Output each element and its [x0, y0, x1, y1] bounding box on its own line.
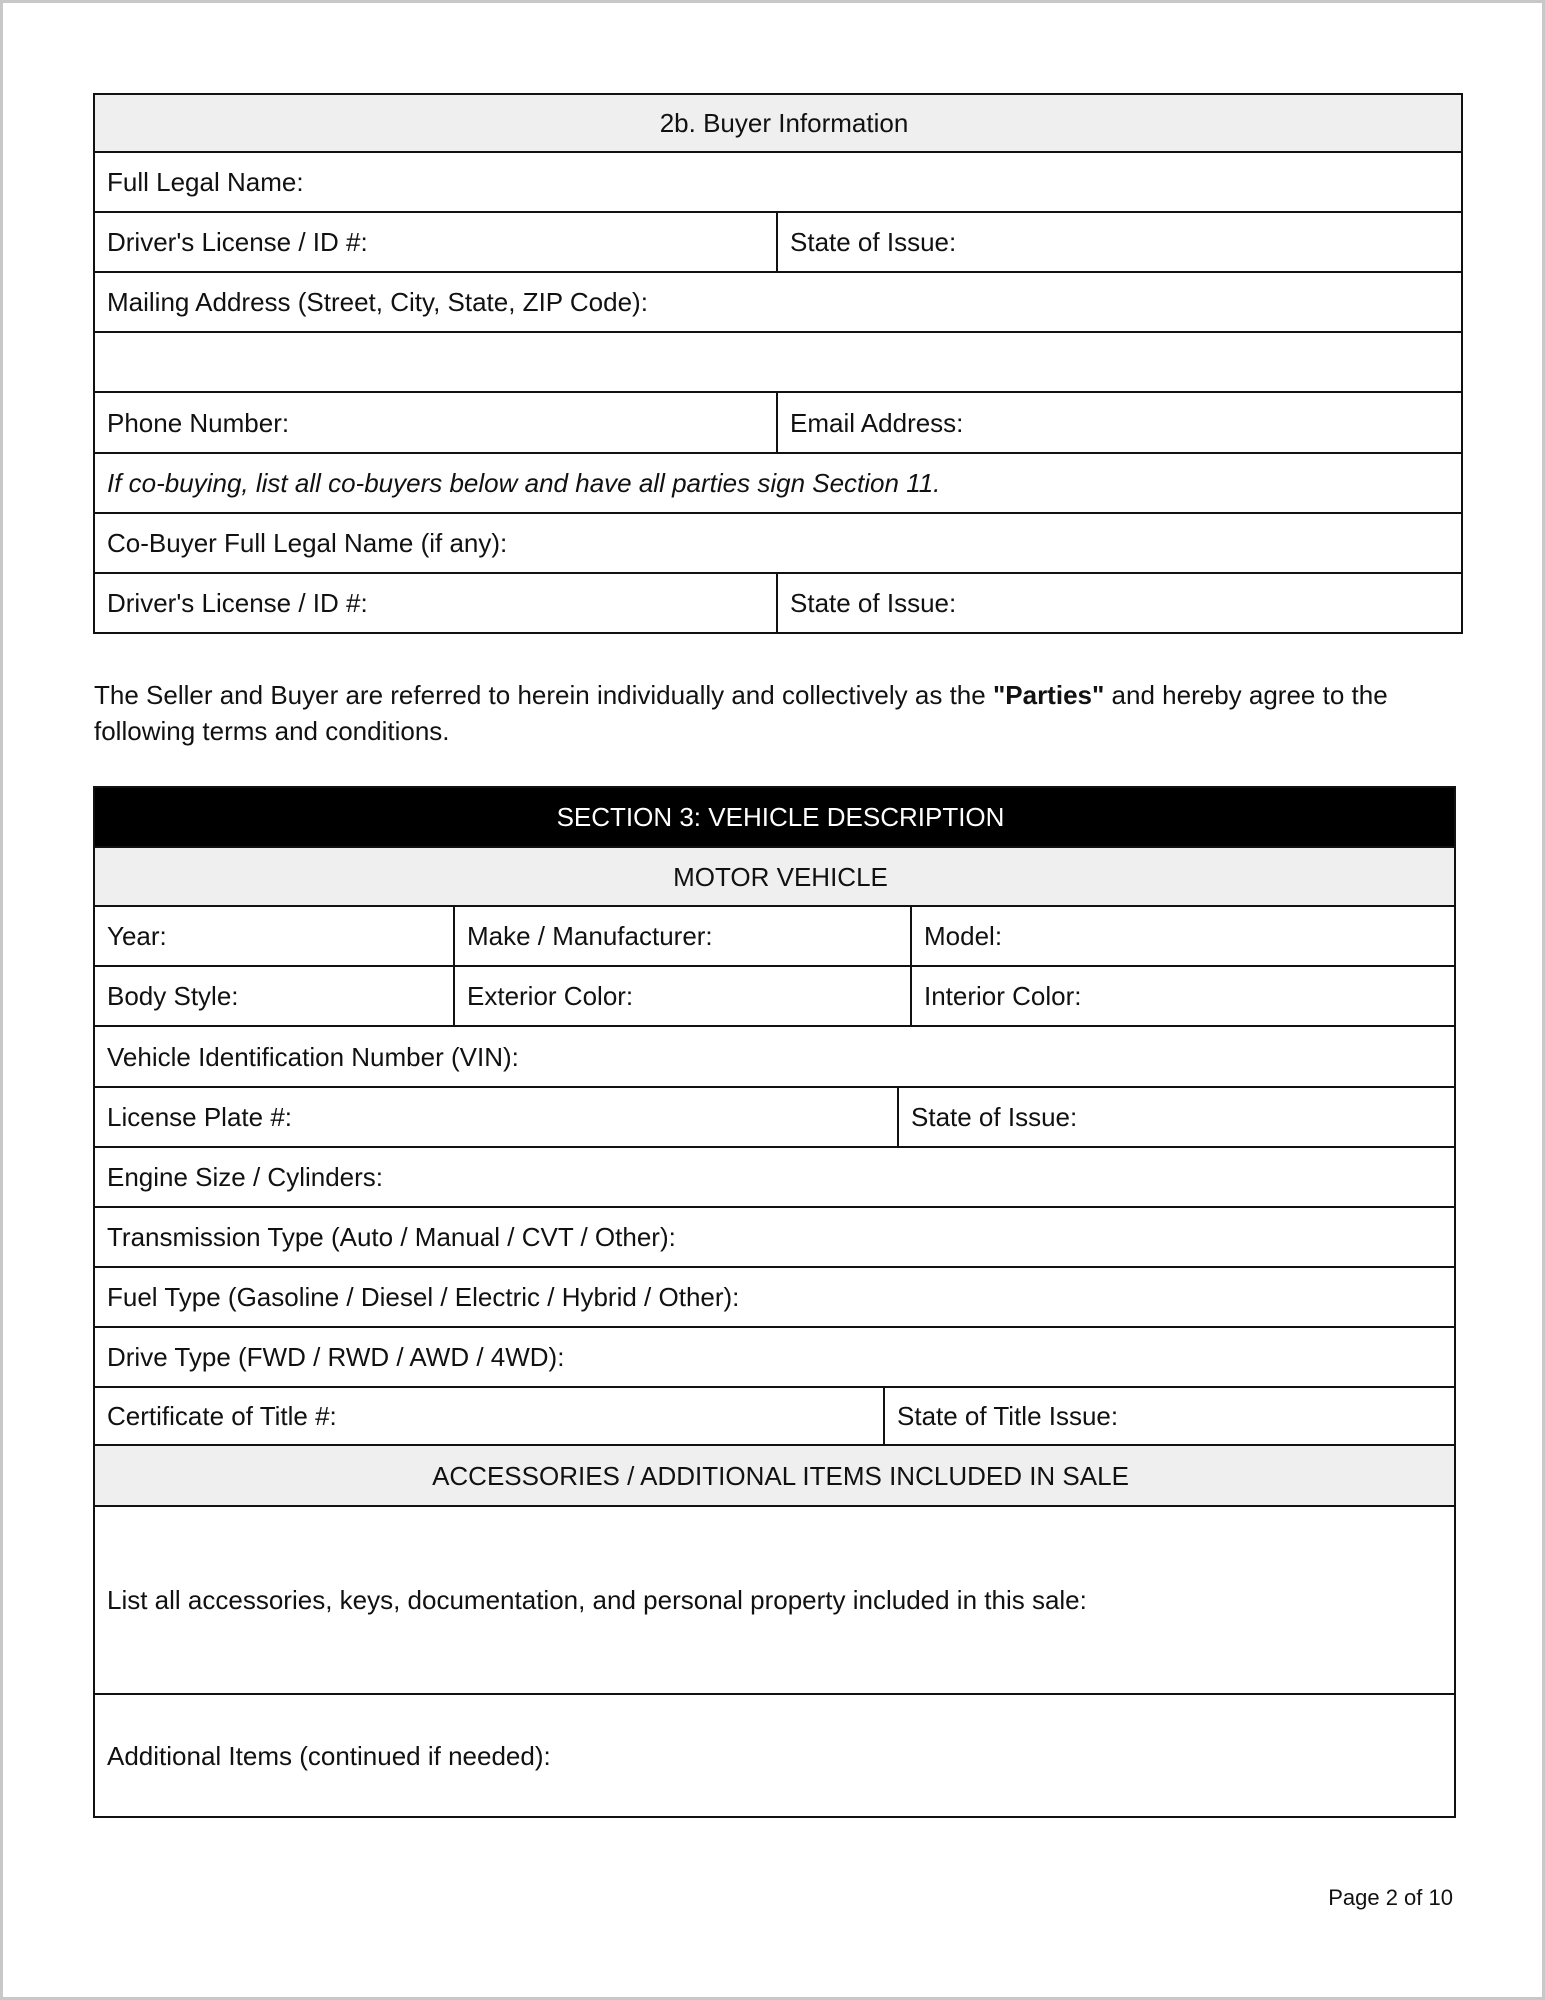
- buyer-address-field[interactable]: Mailing Address (Street, City, State, ZIP Code):: [94, 272, 1462, 332]
- cobuyer-license-field[interactable]: Driver's License / ID #:: [94, 573, 777, 633]
- buyer-state-field[interactable]: State of Issue:: [777, 212, 1462, 272]
- drive-type-field[interactable]: Drive Type (FWD / RWD / AWD / 4WD):: [94, 1327, 1455, 1387]
- accessories-header: ACCESSORIES / ADDITIONAL ITEMS INCLUDED IN SALE: [94, 1445, 1455, 1506]
- title-state-field[interactable]: State of Title Issue:: [884, 1387, 1455, 1445]
- buyer-information-header: 2b. Buyer Information: [94, 94, 1462, 152]
- vehicle-description-table: [93, 786, 1456, 1818]
- cobuyer-state-field[interactable]: State of Issue:: [777, 573, 1462, 633]
- buyer-full-name-field[interactable]: Full Legal Name:: [94, 152, 1462, 212]
- title-number-field[interactable]: Certificate of Title #:: [94, 1387, 884, 1445]
- buyer-information-table: [93, 93, 1463, 634]
- buyer-address-line-2-field[interactable]: [94, 332, 1462, 392]
- interior-color-field[interactable]: Interior Color:: [911, 966, 1455, 1026]
- model-field[interactable]: Model:: [911, 906, 1455, 966]
- parties-text-after: and hereby agree to the following terms and conditions.: [94, 680, 1388, 746]
- parties-text-before: The Seller and Buyer are referred to herein individually and collectively as the: [94, 680, 993, 710]
- body-style-field[interactable]: Body Style:: [94, 966, 454, 1026]
- parties-paragraph: [94, 677, 1474, 749]
- buyer-license-field[interactable]: Driver's License / ID #:: [94, 212, 777, 272]
- fuel-type-field[interactable]: Fuel Type (Gasoline / Diesel / Electric / Hybrid / Other):: [94, 1267, 1455, 1327]
- transmission-field[interactable]: Transmission Type (Auto / Manual / CVT / Other):: [94, 1207, 1455, 1267]
- buyer-email-field[interactable]: Email Address:: [777, 392, 1462, 453]
- page-number: Page 2 of 10: [1328, 1885, 1453, 1910]
- plate-state-field[interactable]: State of Issue:: [898, 1087, 1455, 1147]
- cobuyer-note: If co-buying, list all co-buyers below and have all parties sign Section 11.: [94, 453, 1462, 513]
- license-plate-field[interactable]: License Plate #:: [94, 1087, 898, 1147]
- section-3-header: SECTION 3: VEHICLE DESCRIPTION: [94, 787, 1455, 847]
- year-field[interactable]: Year:: [94, 906, 454, 966]
- engine-field[interactable]: Engine Size / Cylinders:: [94, 1147, 1455, 1207]
- make-field[interactable]: Make / Manufacturer:: [454, 906, 911, 966]
- exterior-color-field[interactable]: Exterior Color:: [454, 966, 911, 1026]
- buyer-phone-field[interactable]: Phone Number:: [94, 392, 777, 453]
- motor-vehicle-subheader: MOTOR VEHICLE: [94, 847, 1455, 906]
- cobuyer-name-field[interactable]: Co-Buyer Full Legal Name (if any):: [94, 513, 1462, 573]
- additional-items-field[interactable]: Additional Items (continued if needed):: [94, 1694, 1455, 1817]
- parties-term: "Parties": [992, 680, 1105, 710]
- accessories-list-field[interactable]: List all accessories, keys, documentation, and personal property included in this sale:: [94, 1506, 1455, 1694]
- vin-field[interactable]: Vehicle Identification Number (VIN):: [94, 1026, 1455, 1087]
